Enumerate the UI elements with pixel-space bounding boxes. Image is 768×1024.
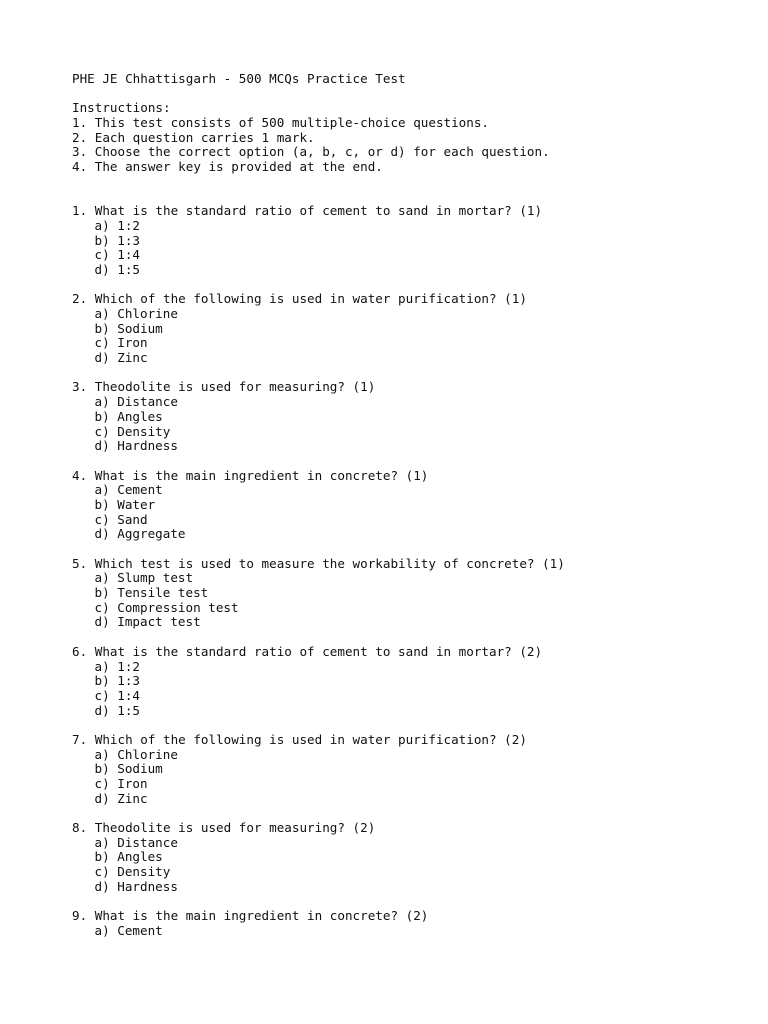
- document-page: [72, 72, 752, 953]
- question-text: 5. Which test is used to measure the workability of concrete? (1): [72, 555, 565, 571]
- question-text: 3. Theodolite is used for measuring? (1): [72, 379, 376, 395]
- option-d: d) Zinc: [94, 790, 148, 806]
- question-7: [72, 733, 752, 806]
- option-c: c) Sand: [94, 511, 148, 527]
- option-d: d) 1:5: [94, 702, 140, 718]
- option-d: d) Hardness: [94, 878, 178, 894]
- option-c: c) Density: [94, 864, 171, 880]
- option-c: c) Iron: [94, 776, 148, 792]
- option-c: c) 1:4: [94, 687, 140, 703]
- question-text: 6. What is the standard ratio of cement to sand in mortar? (2): [72, 643, 543, 659]
- question-2: [72, 292, 752, 365]
- option-c: c) Compression test: [94, 599, 239, 615]
- question-5: [72, 557, 752, 630]
- document-title: PHE JE Chhattisgarh - 500 MCQs Practice Test: [72, 71, 406, 86]
- question-text: 8. Theodolite is used for measuring? (2): [72, 820, 376, 836]
- instruction-item: 3. Choose the correct option (a, b, c, or d) for each question.: [72, 144, 550, 160]
- option-c: c) Iron: [94, 335, 148, 351]
- option-d: d) Zinc: [94, 350, 148, 366]
- question-text: 2. Which of the following is used in water purification? (1): [72, 291, 527, 307]
- question-9: [72, 909, 752, 938]
- option-d: d) 1:5: [94, 261, 140, 277]
- question-4: [72, 469, 752, 542]
- option-b: b) Sodium: [94, 761, 163, 777]
- option-a: a) Distance: [94, 834, 178, 850]
- instruction-item: 4. The answer key is provided at the end.: [72, 159, 383, 175]
- option-d: d) Impact test: [94, 614, 201, 630]
- instruction-item: 1. This test consists of 500 multiple-choice questions.: [72, 115, 490, 131]
- question-text: 7. Which of the following is used in water purification? (2): [72, 731, 527, 747]
- option-b: b) Angles: [94, 849, 163, 865]
- instructions-heading: Instructions:: [72, 100, 171, 116]
- instruction-item: 2. Each question carries 1 mark.: [72, 129, 315, 145]
- option-a: a) Slump test: [94, 570, 194, 586]
- option-a: a) Chlorine: [94, 746, 178, 762]
- option-b: b) Tensile test: [94, 585, 209, 601]
- instructions-section: [72, 101, 752, 174]
- question-text: 1. What is the standard ratio of cement to sand in mortar? (1): [72, 203, 543, 219]
- question-3: [72, 380, 752, 453]
- option-a: a) Chlorine: [94, 306, 178, 322]
- option-c: c) 1:4: [94, 247, 140, 263]
- option-a: a) 1:2: [94, 217, 140, 233]
- option-b: b) Water: [94, 496, 156, 512]
- option-d: d) Hardness: [94, 438, 178, 454]
- option-c: c) Density: [94, 423, 171, 439]
- option-b: b) Sodium: [94, 320, 163, 336]
- option-a: a) Cement: [94, 922, 163, 938]
- question-6: [72, 645, 752, 718]
- option-a: a) 1:2: [94, 658, 140, 674]
- option-b: b) Angles: [94, 408, 163, 424]
- option-d: d) Aggregate: [94, 526, 186, 542]
- question-1: [72, 204, 752, 277]
- option-a: a) Cement: [94, 482, 163, 498]
- option-a: a) Distance: [94, 394, 178, 410]
- question-8: [72, 821, 752, 894]
- question-text: 9. What is the main ingredient in concrete? (2): [72, 908, 429, 924]
- option-b: b) 1:3: [94, 232, 140, 248]
- option-b: b) 1:3: [94, 673, 140, 689]
- question-text: 4. What is the main ingredient in concrete? (1): [72, 467, 429, 483]
